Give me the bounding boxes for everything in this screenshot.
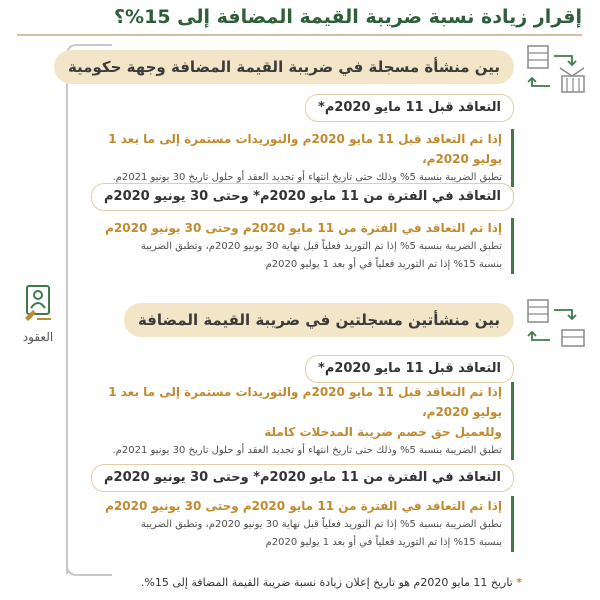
footnote-text: تاريخ 11 مايو 2020م هو تاريخ إعلان زيادة نسبة ضريبة القيمة المضافة إلى 15%. [140, 576, 513, 589]
exchange-buildings-icon [520, 42, 590, 100]
exchange-buildings-icon [520, 296, 590, 354]
section-banner-government: بين منشأة مسجلة في ضريبة القيمة المضافة وجهة حكومية [54, 50, 514, 84]
case-heading-may-to-june: التعاقد في الفترة من 11 مايو 2020م* وحتى 30 يونيو 2020م [91, 183, 514, 211]
contracts-badge [10, 270, 66, 362]
contract-document-icon [21, 284, 55, 324]
case-highlight: إذا تم التعاقد في الفترة من 11 مايو 2020م وحتى 30 يونيو 2020م [105, 221, 502, 235]
case-detail: بنسبة 15% إذا تم التوريد فعلياً في أو بعد 1 يوليو 2020م [265, 537, 502, 548]
footnote [22, 576, 522, 589]
footnote-star: * [516, 576, 522, 589]
contracts-label: العقود [22, 330, 54, 344]
case-highlight: وللعميل حق خصم ضريبة المدخلات كاملة [264, 425, 502, 439]
case-card [82, 218, 514, 274]
case-card [82, 129, 514, 187]
case-card [82, 382, 514, 460]
case-highlight: إذا تم التعاقد قبل 11 مايو 2020م والتوريدات مستمرة إلى ما بعد 1 يوليو 2020م، [108, 385, 502, 419]
title-divider [17, 34, 582, 36]
case-detail: تطبق الضريبة بنسبة 5% وذلك حتى تاريخ انتهاء أو تجديد العقد أو حلول تاريخ 30 يونيو 2021م. [112, 445, 502, 456]
case-highlight: إذا تم التعاقد قبل 11 مايو 2020م والتوريدات مستمرة إلى ما بعد 1 يوليو 2020م، [108, 132, 502, 166]
case-highlight: إذا تم التعاقد في الفترة من 11 مايو 2020م وحتى 30 يونيو 2020م [105, 499, 502, 513]
section-banner-two-registered: بين منشأتين مسجلتين في ضريبة القيمة المضافة [124, 303, 514, 337]
case-detail: تطبق الضريبة بنسبة 5% وذلك حتى تاريخ انتهاء أو تجديد العقد أو حلول تاريخ 30 يونيو 2021م. [112, 172, 502, 183]
case-detail: تطبق الضريبة بنسبة 5% إذا تم التوريد فعلياً قبل نهاية 30 يونيو 2020م، وتطبق الضريبة [140, 519, 502, 530]
bracket-line [66, 53, 68, 574]
case-detail: بنسبة 15% إذا تم التوريد فعلياً في أو بعد 1 يوليو 2020م [265, 259, 502, 270]
case-heading-may-to-june: التعاقد في الفترة من 11 مايو 2020م* وحتى 30 يونيو 2020م [91, 464, 514, 492]
page-title: إقرار زيادة نسبة ضريبة القيمة المضافة إلى 15%؟ [114, 6, 582, 28]
case-detail: تطبق الضريبة بنسبة 5% إذا تم التوريد فعلياً قبل نهاية 30 يونيو 2020م، وتطبق الضريبة [140, 241, 502, 252]
case-heading-before-may: التعاقد قبل 11 مايو 2020م* [305, 355, 514, 383]
case-heading-before-may: التعاقد قبل 11 مايو 2020م* [305, 94, 514, 122]
case-card [82, 496, 514, 552]
bracket-bottom [66, 564, 112, 576]
